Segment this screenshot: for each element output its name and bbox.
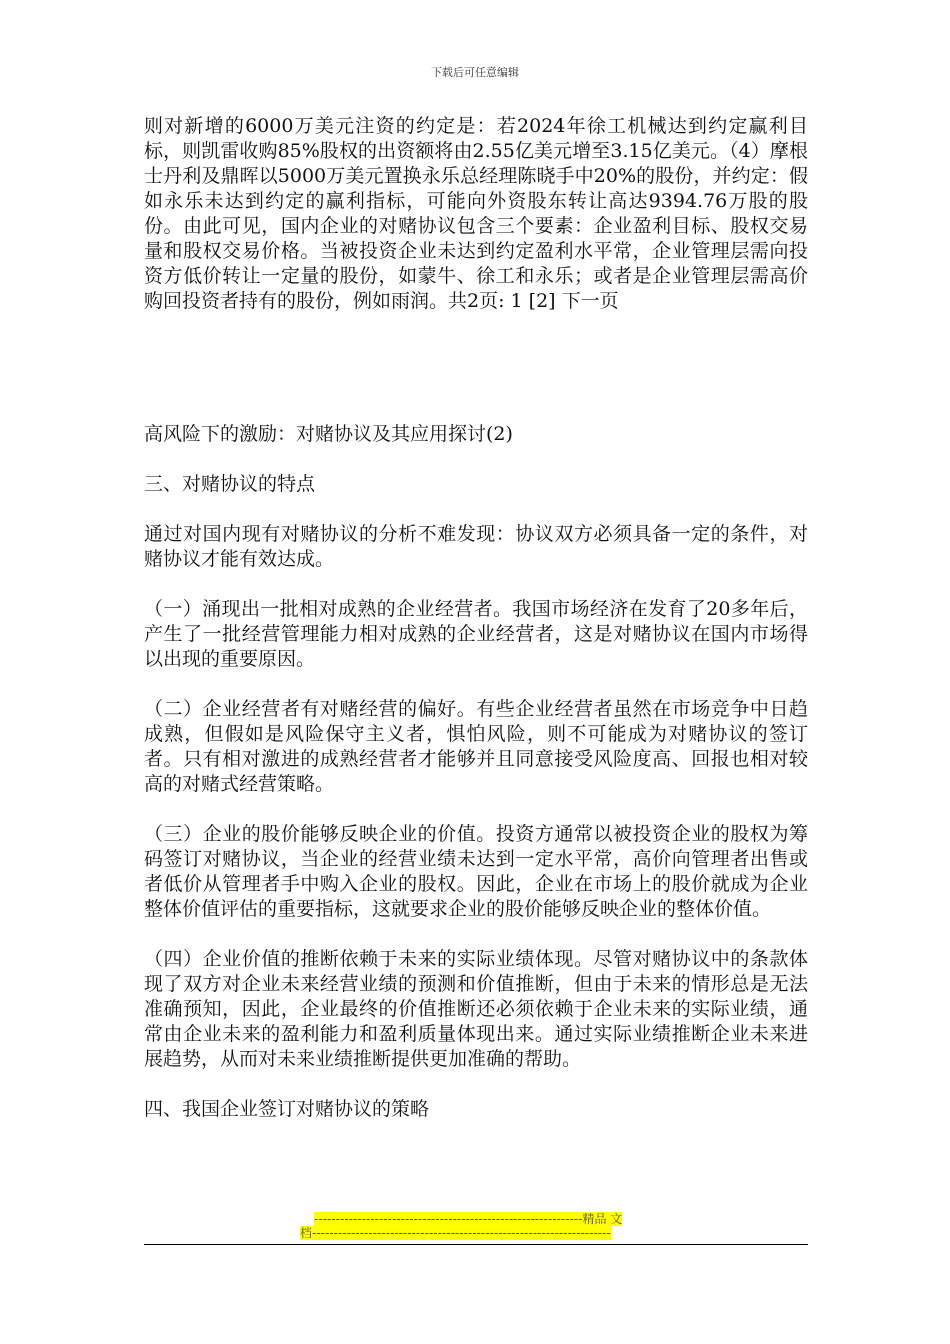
footer-divider — [144, 1244, 808, 1245]
paragraph-item-2: （二）企业经营者有对赌经营的偏好。有些企业经营者虽然在市场竞争中日趋成熟，但假如是风险保守主义者，惧怕风险，则不可能成为对赌协议的签订者。只有相对激进的成熟经营者才能够并且同意接受风险度高、回报也相对较高的对赌式经营策略。 — [144, 698, 808, 795]
page-header-note: 下载后可任意编辑 — [431, 66, 519, 79]
section-heading-3: 三、对赌协议的特点 — [144, 473, 316, 495]
footer-watermark-line1: --------------------------------------------------------------精品 文 — [314, 1212, 623, 1226]
paragraph-item-1: （一）涌现出一批相对成熟的企业经营者。我国市场经济在发育了20多年后，产生了一批经营管理能力相对成熟的企业经营者，这是对赌协议在国内市场得以出现的重要原因。 — [144, 598, 808, 670]
article-title: 高风险下的激励：对赌协议及其应用探讨(2) — [144, 423, 513, 445]
footer-watermark — [300, 1212, 650, 1240]
document-body — [144, 114, 808, 1122]
paragraph-item-3: （三）企业的股价能够反映企业的价值。投资方通常以被投资企业的股权为筹码签订对赌协议，当企业的经营业绩未达到一定水平常，高价向管理者出售或者低价从管理者手中购入企业的股权。因此，企业在市场上的股价就成为企业整体价值评估的重要指标，这就要求企业的股价能够反映企业的整体价值。 — [144, 823, 808, 920]
paragraph-continuation: 则对新增的6000万美元注资的约定是：若2024年徐工机械达到约定赢利目标，则凯雷收购85%股权的出资额将由2.55亿美元增至3.15亿美元。（4）摩根士丹利及鼎晖以5000万美元置换永乐总经理陈晓手中20%的股份，并约定：假如永乐未达到约定的赢利指标，可能向外资股东转让高达9394.76万股的股份。由此可见，国内企业的对赌协议包含三个要素：企业盈利目标、股权交易量和股权交易价格。当被投资企业未达到约定盈利水平常，企业管理层需向投资方低价转让一定量的股份，如蒙牛、徐工和永乐；或者是企业管理层需高价购回投资者持有的股份，例如雨润。共2页: 1 [2] 下一页 — [144, 115, 808, 312]
section-heading-4: 四、我国企业签订对赌协议的策略 — [144, 1098, 430, 1120]
paragraph-item-4: （四）企业价值的推断依赖于未来的实际业绩体现。尽管对赌协议中的条款体现了双方对企业未来经营业绩的预测和价值推断，但由于未来的情形总是无法准确预知，因此，企业最终的价值推断还必须依赖于企业未来的实际业绩，通常由企业未来的盈利能力和盈利质量体现出来。通过实际业绩推断企业未来进展趋势，从而对未来业绩推断提供更加准确的帮助。 — [144, 948, 808, 1070]
footer-watermark-line2: 档--------------------------------------------------------------------- — [300, 1226, 611, 1240]
paragraph-intro: 通过对国内现有对赌协议的分析不难发现：协议双方必须具备一定的条件，对赌协议才能有效达成。 — [144, 523, 808, 570]
